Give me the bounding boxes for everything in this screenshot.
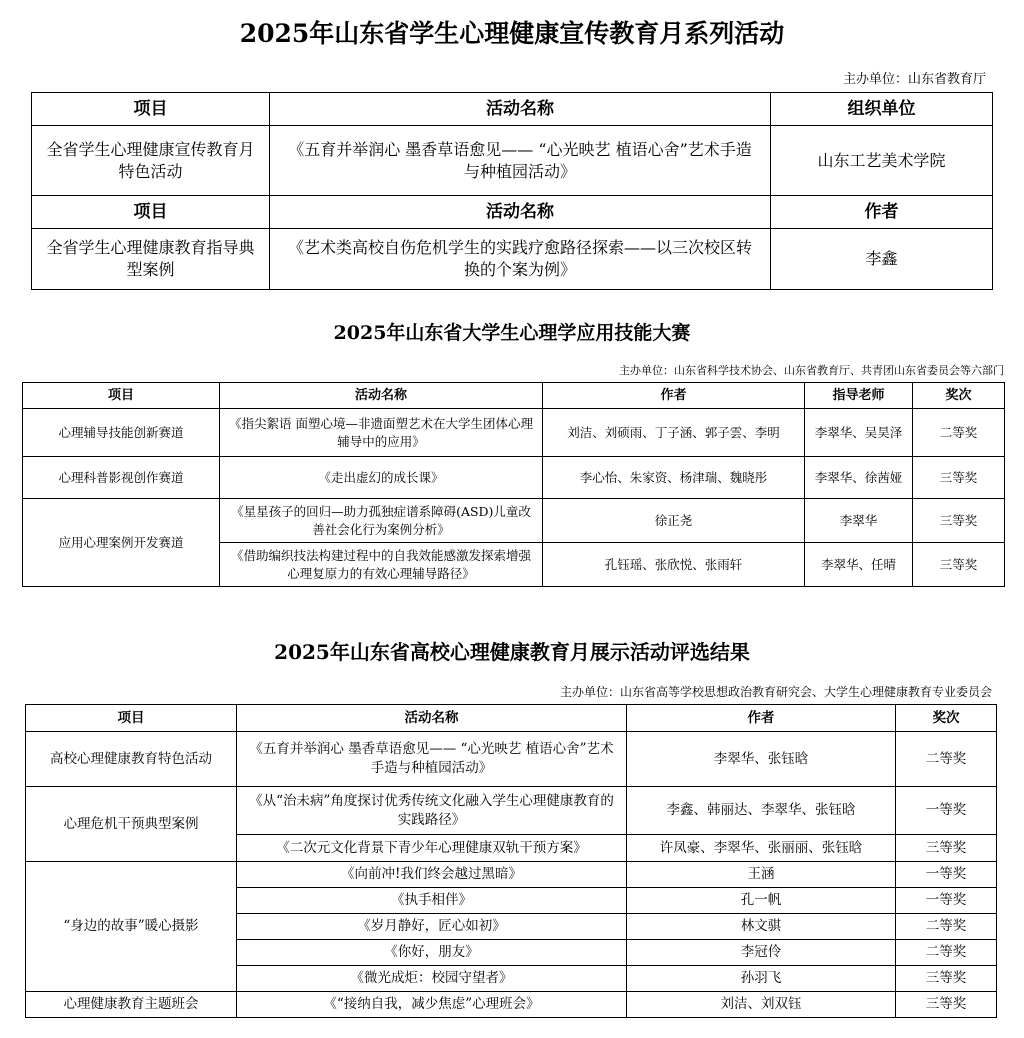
award-cell: 二等奖 — [896, 732, 997, 787]
table-row — [23, 409, 1005, 457]
section2-organizer: 主办单位：山东省科学技术协会、山东省教育厅、共青团山东省委员会等六部门 — [619, 364, 1004, 377]
award-cell: 三等奖 — [913, 457, 1005, 499]
author-cell: 刘洁、刘双钰 — [627, 992, 896, 1018]
project-cell: 全省学生心理健康教育指导典型案例 — [32, 229, 270, 290]
table-row — [26, 862, 997, 888]
table-row — [23, 457, 1005, 499]
award-cell: 一等奖 — [896, 888, 997, 914]
header-cell: 奖次 — [913, 383, 1005, 409]
award-cell: 三等奖 — [913, 543, 1005, 587]
activity-cell: 《借助编织技法构建过程中的自我效能感激发探索增强心理复原力的有效心理辅导路径》 — [220, 543, 543, 587]
author-cell: 李鑫 — [771, 229, 993, 290]
header-cell: 项目 — [23, 383, 220, 409]
header-cell: 活动名称 — [237, 705, 627, 732]
award-cell: 三等奖 — [913, 499, 1005, 543]
header-cell: 奖次 — [896, 705, 997, 732]
award-cell: 二等奖 — [896, 914, 997, 940]
activity-cell: 《星星孩子的回归—助力孤独症谱系障碍(ASD)儿童改善社会化行为案例分析》 — [220, 499, 543, 543]
activity-cell: 《从“治未病”角度探讨优秀传统文化融入学生心理健康教育的实践路径》 — [237, 787, 627, 835]
section3-organizer: 主办单位：山东省高等学校思想政治教育研究会、大学生心理健康教育专业委员会 — [559, 685, 992, 699]
activity-cell: 《艺术类高校自伤危机学生的实践疗愈路径探索——以三次校区转换的个案为例》 — [270, 229, 771, 290]
author-cell: 刘洁、刘硕雨、丁子涵、郭子雲、李明 — [543, 409, 805, 457]
header-cell: 活动名称 — [270, 93, 771, 126]
table-row — [26, 732, 997, 787]
advisor-cell: 李翠华、任晴 — [805, 543, 913, 587]
author-cell: 许凤豪、李翠华、张丽丽、张钰晗 — [627, 835, 896, 862]
header-cell: 作者 — [543, 383, 805, 409]
table-row — [23, 499, 1005, 543]
header-cell: 项目 — [32, 93, 270, 126]
activity-cell: 《“接纳自我，减少焦虑”心理班会》 — [237, 992, 627, 1018]
activity-table-2 — [22, 382, 1005, 587]
award-cell: 二等奖 — [913, 409, 1005, 457]
author-cell: 孔一帆 — [627, 888, 896, 914]
table-row — [32, 126, 993, 196]
project-cell: 心理健康教育主题班会 — [26, 992, 237, 1018]
project-cell: 全省学生心理健康宣传教育月特色活动 — [32, 126, 270, 196]
activity-cell: 《执手相伴》 — [237, 888, 627, 914]
author-cell: 李冠伶 — [627, 940, 896, 966]
activity-cell: 《向前冲!我们终会越过黑暗》 — [237, 862, 627, 888]
section1-organizer: 主办单位：山东省教育厅 — [842, 72, 986, 87]
table-header-row — [23, 383, 1005, 409]
section3-title: 2025年山东省高校心理健康教育月展示活动评选结果 — [274, 640, 750, 664]
activity-table-1 — [31, 92, 993, 290]
activity-cell: 《微光成炬：校园守望者》 — [237, 966, 627, 992]
activity-cell: 《走出虚幻的成长课》 — [220, 457, 543, 499]
header-cell: 活动名称 — [270, 196, 771, 229]
activity-cell: 《岁月静好，匠心如初》 — [237, 914, 627, 940]
activity-cell: 《二次元文化背景下青少年心理健康双轨干预方案》 — [237, 835, 627, 862]
award-cell: 二等奖 — [896, 940, 997, 966]
author-cell: 孔钰瑶、张欣悦、张雨轩 — [543, 543, 805, 587]
table-header-row — [26, 705, 997, 732]
header-cell: 作者 — [771, 196, 993, 229]
advisor-cell: 李翠华、吴昊泽 — [805, 409, 913, 457]
project-cell: “身边的故事”暖心摄影 — [26, 862, 237, 992]
award-cell: 三等奖 — [896, 992, 997, 1018]
header-cell: 作者 — [627, 705, 896, 732]
activity-cell: 《五育并举润心 墨香草语愈见—— “心光映艺 植语心舍”艺术手造与种植园活动》 — [270, 126, 771, 196]
author-cell: 林文骐 — [627, 914, 896, 940]
header-cell: 指导老师 — [805, 383, 913, 409]
award-cell: 三等奖 — [896, 835, 997, 862]
activity-cell: 《你好，朋友》 — [237, 940, 627, 966]
author-cell: 李鑫、韩丽达、李翠华、张钰晗 — [627, 787, 896, 835]
header-cell: 项目 — [26, 705, 237, 732]
advisor-cell: 李翠华 — [805, 499, 913, 543]
table-header-row — [32, 93, 993, 126]
award-cell: 一等奖 — [896, 862, 997, 888]
author-cell: 徐正尧 — [543, 499, 805, 543]
table-row — [26, 787, 997, 835]
award-cell: 一等奖 — [896, 787, 997, 835]
project-cell: 心理辅导技能创新赛道 — [23, 409, 220, 457]
table-row — [26, 992, 997, 1018]
advisor-cell: 李翠华、徐茜娅 — [805, 457, 913, 499]
section1-title: 2025年山东省学生心理健康宣传教育月系列活动 — [239, 19, 785, 48]
activity-cell: 《指尖絮语 面塑心境—非遗面塑艺术在大学生团体心理辅导中的应用》 — [220, 409, 543, 457]
section2-title: 2025年山东省大学生心理学应用技能大赛 — [333, 322, 691, 344]
author-cell: 王涵 — [627, 862, 896, 888]
project-cell: 心理危机干预典型案例 — [26, 787, 237, 862]
header-cell: 项目 — [32, 196, 270, 229]
project-cell: 应用心理案例开发赛道 — [23, 499, 220, 587]
table-header-row — [32, 196, 993, 229]
author-cell: 李翠华、张钰晗 — [627, 732, 896, 787]
header-cell: 活动名称 — [220, 383, 543, 409]
activity-table-3 — [25, 704, 997, 1018]
project-cell: 高校心理健康教育特色活动 — [26, 732, 237, 787]
author-cell: 孙羽飞 — [627, 966, 896, 992]
activity-cell: 《五育并举润心 墨香草语愈见—— “心光映艺 植语心舍”艺术手造与种植园活动》 — [237, 732, 627, 787]
project-cell: 心理科普影视创作赛道 — [23, 457, 220, 499]
award-cell: 三等奖 — [896, 966, 997, 992]
unit-cell: 山东工艺美术学院 — [771, 126, 993, 196]
author-cell: 李心怡、朱家资、杨津瑞、魏晓彤 — [543, 457, 805, 499]
table-row — [32, 229, 993, 290]
header-cell: 组织单位 — [771, 93, 993, 126]
